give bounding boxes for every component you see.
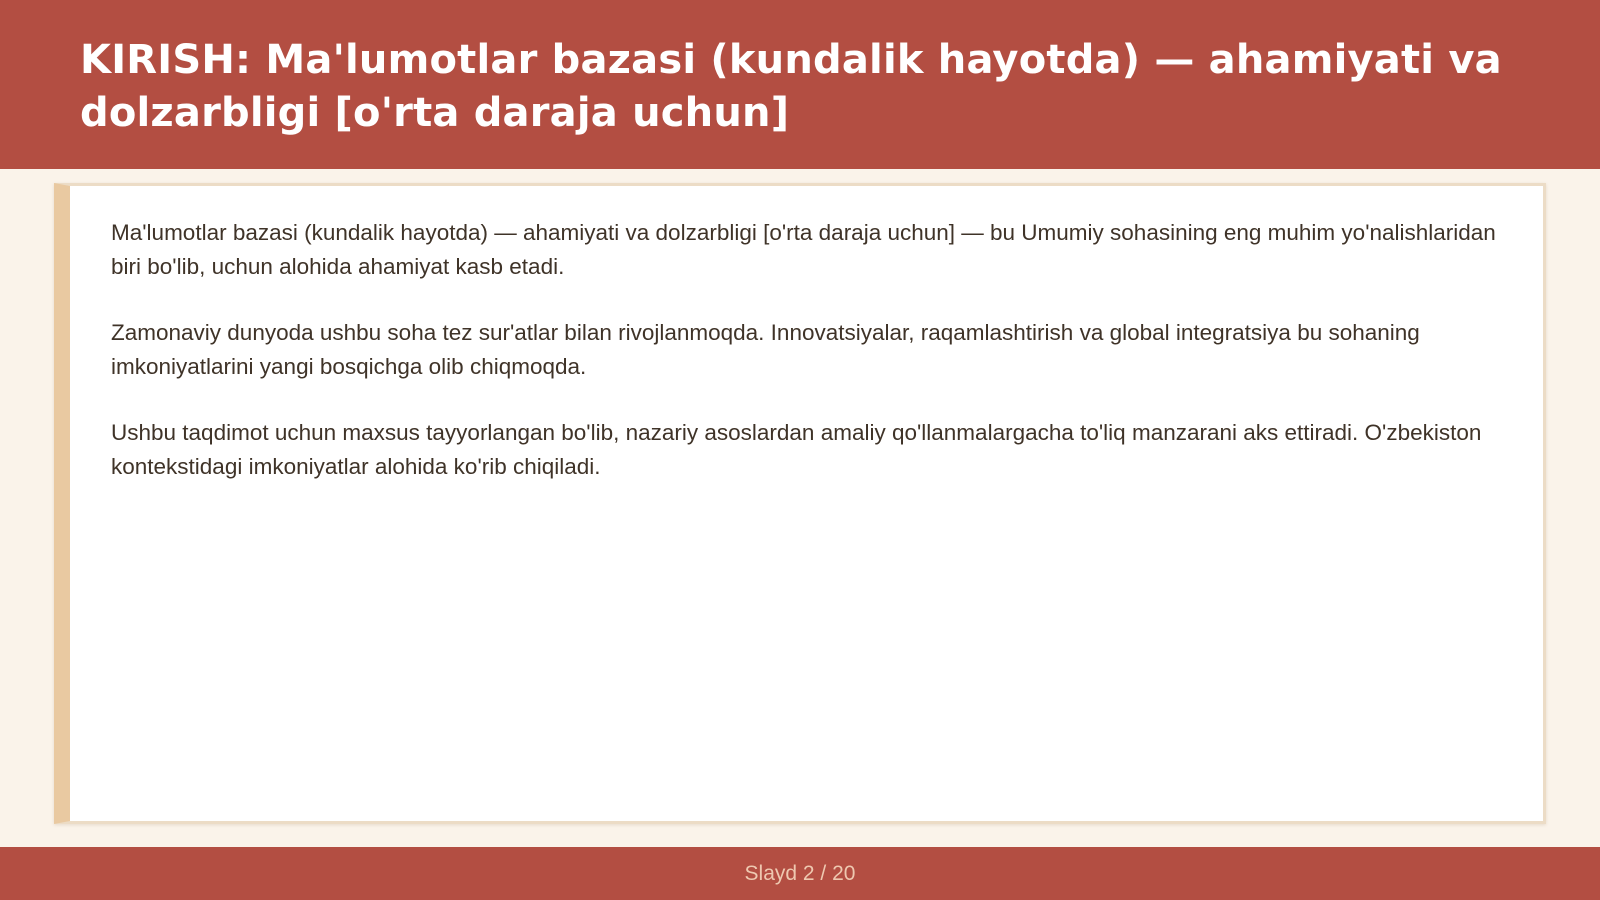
content-card xyxy=(54,183,1546,824)
slide-footer xyxy=(0,847,1600,900)
paragraph-modern-world: Zamonaviy dunyoda ushbu soha tez sur'atlar bilan rivojlanmoqda. Innovatsiyalar, raqamlashtirish va global integratsiya bu sohaning imkoniyatlarini yangi bosqichga olib chiqmoqda. xyxy=(111,320,1420,379)
slide-header xyxy=(0,0,1600,169)
paragraph-intro: Ma'lumotlar bazasi (kundalik hayotda) — ahamiyati va dolzarbligi [o'rta daraja uchun] — bu Umumiy sohasining eng muhim yo'nalishlaridan biri bo'lib, uchun alohida ahamiyat kasb etadi. xyxy=(111,220,1496,279)
paragraph-presentation-purpose: Ushbu taqdimot uchun maxsus tayyorlangan bo'lib, nazariy asoslardan amaliy qo'llanmalargacha to'liq manzarani aks ettiradi. O'zbekiston kontekstidagi imkoniyatlar alohida ko'rib chiqiladi. xyxy=(111,420,1482,479)
slide-title: KIRISH: Ma'lumotlar bazasi (kundalik hayotda) — ahamiyati va dolzarbligi [o'rta daraja uchun] xyxy=(80,37,1502,136)
slide-counter: Slayd 2 / 20 xyxy=(744,862,856,885)
